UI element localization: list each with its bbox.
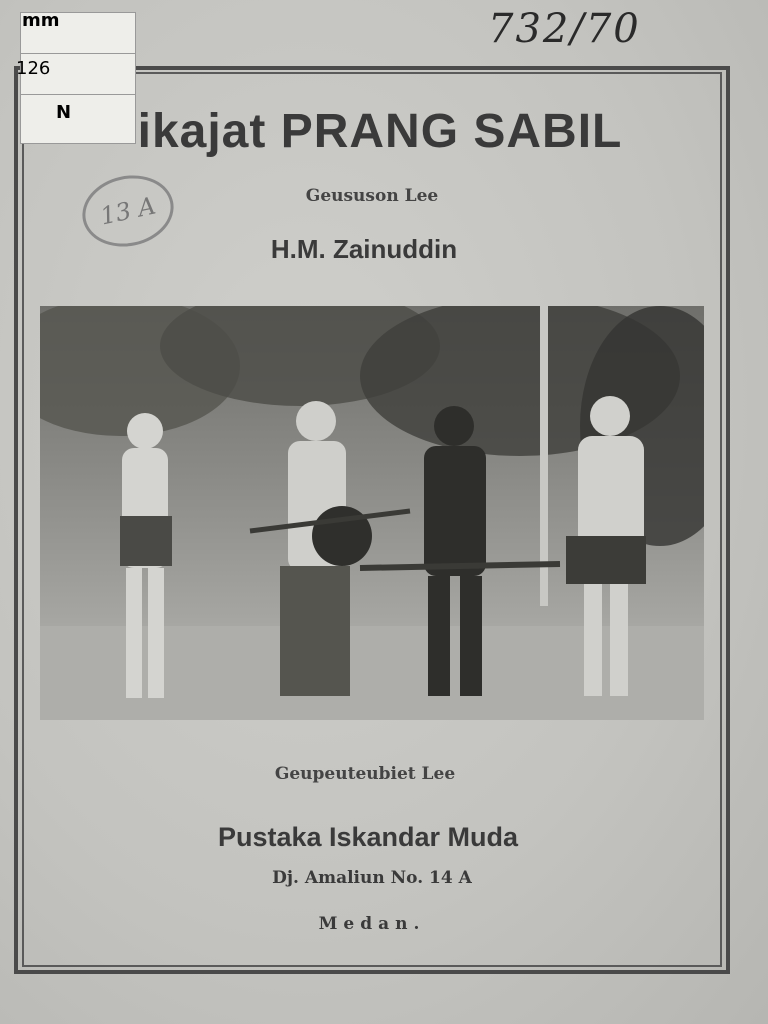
library-label-top: mm: [22, 10, 60, 31]
publisher-city: Medan.: [318, 914, 426, 934]
publisher-prefix: Geupeuteubiet Lee: [274, 764, 456, 784]
library-label-letter: N: [56, 102, 72, 123]
cover-title: ikajat PRANG SABIL: [137, 105, 623, 158]
circle-stamp: 13 A: [76, 167, 181, 255]
handwritten-catalog-number: 732/70: [488, 6, 641, 52]
publisher-name: Pustaka Iskandar Muda: [217, 822, 519, 852]
library-label-number: 126: [16, 58, 51, 79]
photo-illustration: [40, 306, 704, 720]
publisher-address: Dj. Amaliun No. 14 A: [272, 868, 472, 888]
author-name: H.M. Zainuddin: [270, 234, 458, 264]
author-prefix: Geususon Lee: [305, 186, 439, 206]
cover-photograph: [40, 306, 704, 720]
